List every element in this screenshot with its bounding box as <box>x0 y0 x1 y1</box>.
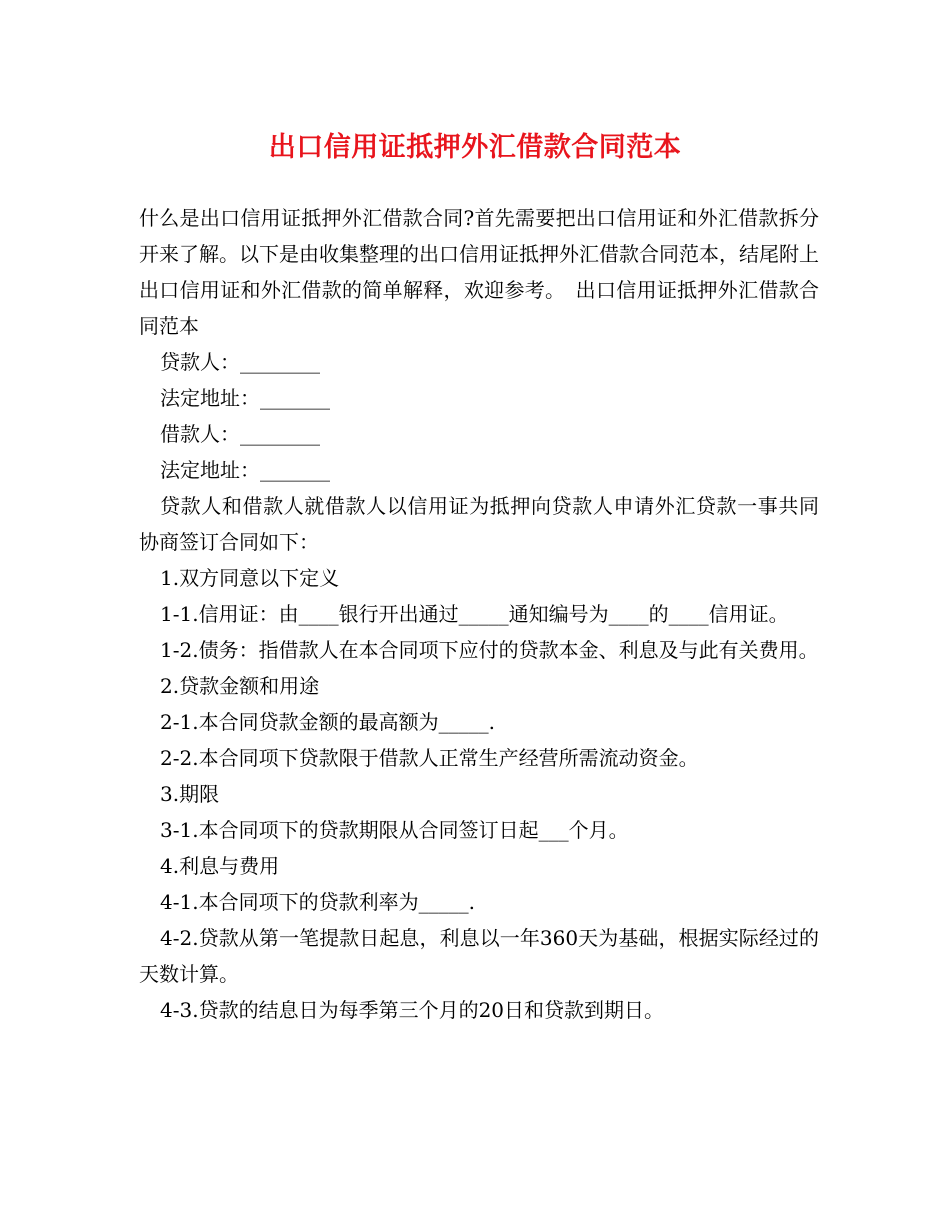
section-3-heading: 3.期限 <box>160 782 220 806</box>
agreement-preamble: 贷款人和借款人就借款人以信用证为抵押向贷款人申请外汇贷款一事共同协商签订合同如下： <box>139 494 819 554</box>
section-2-heading: 2.贷款金额和用途 <box>160 674 320 698</box>
clause-4-2: 4-2.贷款从第一笔提款日起息，利息以一年360天为基础，根据实际经过的天数计算。 <box>139 926 819 986</box>
clause-4-3: 4-3.贷款的结息日为每季第三个月的20日和贷款到期日。 <box>160 998 665 1022</box>
borrower-address-line: 法定地址：_______ <box>160 458 330 482</box>
clause-1-1: 1-1.信用证：由____银行开出通过_____通知编号为____的____信用证。 <box>160 602 789 626</box>
lender-line: 贷款人：________ <box>160 350 320 374</box>
intro-paragraph: 什么是出口信用证抵押外汇借款合同?首先需要把出口信用证和外汇借款拆分开来了解。以下是由收集整理的出口信用证抵押外汇借款合同范本，结尾附上出口信用证和外汇借款的简单解释，欢迎参考。 出口信用证抵押外汇借款合同范本 <box>139 206 819 338</box>
clause-4-1: 4-1.本合同项下的贷款利率为_____. <box>160 890 475 914</box>
document-body <box>139 200 819 1028</box>
document-title: 出口信用证抵押外汇借款合同范本 <box>268 132 682 163</box>
clause-1-2: 1-2.债务：指借款人在本合同项下应付的贷款本金、利息及与此有关费用。 <box>160 638 819 662</box>
clause-2-1: 2-1.本合同贷款金额的最高额为_____. <box>160 710 495 734</box>
clause-2-2: 2-2.本合同项下贷款限于借款人正常生产经营所需流动资金。 <box>160 746 699 770</box>
section-4-heading: 4.利息与费用 <box>160 854 280 878</box>
clause-3-1: 3-1.本合同项下的贷款期限从合同签订日起___个月。 <box>160 818 629 842</box>
section-1-heading: 1.双方同意以下定义 <box>160 566 340 590</box>
borrower-line: 借款人：________ <box>160 422 320 446</box>
lender-address-line: 法定地址：_______ <box>160 386 330 410</box>
